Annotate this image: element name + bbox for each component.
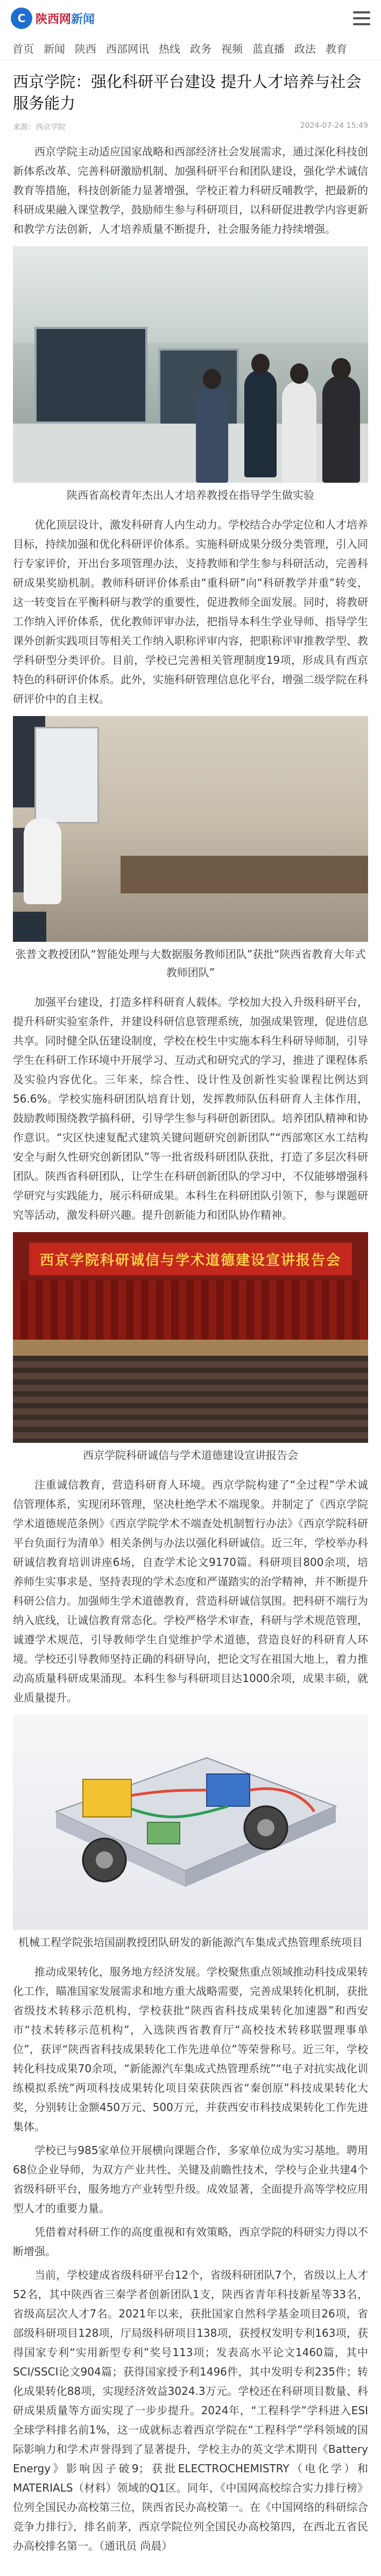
- paragraph: 注重诚信教育，营造科研育人环境。西京学院构建了“全过程”学术诚信管理体系，实现闭环管理，坚决杜绝学术不端现象。并制定了《西京学院学术道德规范条例》《西京学院学术不端查处机制暂行办法》《西京学院科研平台负面行为清单》相关条例与办法以强化科研诚信。近三年，学校举办科研诚信教育培训讲座6场，自查学术论文9170篇。科研项目800余项，培养师生实事求是、坚持表现的学术态度和严谨踏实的治学精神，并不断提升科研公信力。加强师生学术道德教育，营造科研诚信氛围。把科研不端行为纳入底线，让诚信教育常态化。学校严格学术审查，科研与学术规范管理，诚遵学术规范，引导教师学生自觉维护学术道德，营造良好的科研育人环境。学校还引导教师坚持正确的科研导向，把论文写在祖国大地上，着力推动高质量科研成果涌现。本科生参与科研项目达1000余项，成果丰硕，就业质量提升。: [13, 1478, 368, 1704]
- photo-team-presentation: [13, 716, 368, 942]
- battery-unit: [83, 1779, 131, 1817]
- person-figure: [322, 375, 360, 483]
- figure-caption: 陕西省高校青年杰出人才培养教授在指导学生做实验: [67, 489, 314, 502]
- display-screen: [34, 727, 99, 824]
- nav-item-shaanxi[interactable]: 陕西: [75, 42, 96, 55]
- hamburger-menu-icon[interactable]: [353, 11, 370, 25]
- person-figure: [196, 386, 228, 483]
- page-footer-space: [0, 2560, 381, 2576]
- cooling-unit: [207, 1774, 250, 1806]
- menu-line: [353, 17, 370, 19]
- wheel-hub: [96, 1851, 113, 1869]
- cad-model-graphic: [13, 1715, 368, 1930]
- logo-main: 陕西网: [36, 12, 72, 26]
- person-head: [251, 354, 270, 374]
- logo-text: [36, 10, 95, 27]
- pump-unit: [147, 1822, 180, 1844]
- nav-item-education[interactable]: 教育: [326, 42, 347, 55]
- menu-line: [353, 23, 370, 25]
- article-date: 2024-07-24 15:49: [300, 121, 368, 130]
- article-source: 来源：西京学院: [13, 123, 66, 132]
- nav-item-government[interactable]: 政务: [190, 42, 211, 55]
- main-nav: [0, 37, 381, 60]
- nav-item-live[interactable]: 蓝直播: [252, 42, 285, 55]
- robot-figure: [24, 818, 61, 904]
- stage-banner: 西京学院科研诚信与学术道德建设宣讲报告会: [29, 1243, 352, 1275]
- site-logo[interactable]: [11, 8, 95, 29]
- top-bar: [0, 0, 381, 37]
- nav-item-law[interactable]: 政法: [294, 42, 316, 55]
- nav-item-video[interactable]: 视频: [221, 42, 243, 55]
- audience-seats: [13, 1356, 368, 1443]
- article: [0, 71, 381, 2556]
- logo-mark: C: [11, 8, 32, 29]
- paragraph: 学校已与985家单位开展横向课题合作，多家单位成为实习基地。聘用68位企业导师，为双方产业共性、关键及前瞻性技术，学校与企业共建4个省级科研平台，服务地方产业转型升级。成效显著，全面提升高等学校应用型人才的重要力量。: [13, 2144, 368, 2215]
- nav-item-home[interactable]: 首页: [12, 42, 34, 55]
- photo-thermal-system-model: [13, 1715, 368, 1930]
- person-head: [290, 363, 308, 384]
- paragraph: 凭借着对科研工作的高度重视和有效策略，西京学院的科研实力得以不断增强。: [13, 2226, 368, 2258]
- person-figure: [244, 370, 277, 477]
- article-meta: [13, 121, 368, 142]
- stage-platform: [13, 1340, 368, 1356]
- paragraph: 加强平台建设，打造多样科研育人载体。学校加大投入升级科研平台，提升科研实验室条件，并建设科研信息管理系统，加强成果管理，促进信息共享。同时健全队伍建设制度，学校在校生中实施本科生科研导师制，引导学生在科研工作环境中开展学习、互动式和研究式的学习，推进了课程体系及实验内容优化。三年来，综合性、设计性及创新性实验课程比例达到56.6%。学校实施科研团队培育计划，发挥教师队伍科研育人主体作用，鼓励教师围绕教学搞科研，引导学生参与科研创新团队。培养团队精神和协作意识。“灾区快速复配式建筑关键问题研究创新团队”“西部寒区水工结构安全与耐久性研究创新团队”等一批省级科研团队获批，打造了多层次科研团队。陕西省科研团队，让学生在科研创新团队的学习中，不仅能够增强科学研究与实践能力，展示科研成果。本科生在科研团队引领下，参与课题研究等活动，激发科研兴趣。提升创新能力和团队协作精神。: [13, 996, 368, 1221]
- menu-line: [353, 11, 370, 13]
- lab-equipment-panel: [34, 327, 147, 424]
- person-figure: [13, 912, 46, 942]
- conference-table: [121, 856, 368, 893]
- person-figure: [282, 381, 316, 483]
- wheel-hub: [257, 1819, 274, 1836]
- figure-caption: 机械工程学院张培国副教授团队研发的新能源汽车集成式热管理系统项目: [18, 1936, 363, 1949]
- figure-caption: 西京学院科研诚信与学术道德建设宣讲报告会: [83, 1449, 298, 1462]
- photo-lab-experiment: [13, 246, 368, 483]
- article-title: 西京学院：强化科研平台建设 提升人才培养与社会服务能力: [13, 73, 362, 112]
- figure-caption: 张普文教授团队“智能处理与大数据服务教师团队”获批“陕西省教育大年式教师团队”: [15, 948, 366, 979]
- stage-curtain: [13, 1280, 368, 1340]
- nav-item-west-news[interactable]: 西部网讯: [106, 42, 149, 55]
- paragraph: 西京学院主动适应国家战略和西部经济社会发展需求，通过深化科技创新体系改革、完善科研激励机制、加强科研平台和团队建设，强化学术诚信教育等措施，科技创新能力显著增强，学校正着力科研反哺教学，把最新的科研成果融入课堂教学，鼓励师生参与科研项目，以科研促进教学内容更新和教学方法创新，人才培养质量不断提升，社会服务能力持续增强。: [13, 145, 368, 235]
- photo-auditorium-lecture: [13, 1232, 368, 1443]
- logo-sub: 新闻: [71, 12, 95, 26]
- nav-item-hotline[interactable]: 热线: [159, 42, 180, 55]
- person-head: [331, 358, 351, 380]
- paragraph: 推动成果转化，服务地方经济发展。学校聚焦重点领域推动科技成果转化工作，瞄准国家发展需求和地方重大战略需要，完善成果转化机制，获批省级技术转移示范机构，学校获批“陕西省科技成果转化加速器”和西安市“技术转移示范机构”，入选陕西省教育厅“高校技术转移联盟理事单位”，获评“陕西省科技成果转化工作先进单位”等荣誉称号。近三年，学校转化科技成果70余项，“新能源汽车集成式热管理系统”“电子对抗实战化训练模拟系统”两项科技成果转化项目荣获陕西省“秦创原”科技成果转化大奖，分别转让金额450万元、500万元，并获西安市科技成果转化工作先进集体。: [13, 1965, 368, 2133]
- person-head: [203, 369, 221, 389]
- paragraph: 优化顶层设计，激发科研育人内生动力。学校结合办学定位和人才培养目标，持续加强和优化科研评价体系。实施科研成果分级分类管理，引入同行专家评价，开出台多项管理办法，支持教师和学生参与科研活动，完善科研成果奖励机制。教师科研评价体系由“重科研”向“科研教学并重”转变，这一转变旨在平衡科研与教学的重要性，促进教师全面发展。同时，将教研工作纳入评价体系，优化教师评审办法，把指导本科生学业导师、指导学生课外创新实践项目等相关工作纳入职称评审内容，把职称评审推教学型、教学科研型分类评价。目前，学校已完善相关管理制度19项，形成具有西京特色的科研评价体系。此外，实施科研管理信息化平台，增强二级学院在科研评价中的自主权。: [13, 518, 368, 705]
- nav-item-news[interactable]: 新闻: [44, 42, 65, 55]
- paragraph: 当前，学校建成省级科研平台12个，省级科研团队7个，省级以上人才52名，其中陕西省三秦学者创新团队1支，陕西省青年科技新星等33名，省级高层次人才7名。2021年以来，获批国家自然科学基金项目26项，省部级科研项目128项，厅局级科研项目138项，获授权发明专利163项，获得国家专利“实用新型专利”奖号113项；发表高水平论文1460篇，其中SCI/SSCI论文904篇；获得国家授予利1496件，其中发明专利235件；转化成果转化88项，实现经济效益3024.3万元。学校还在科研项目数量、科研成果质量等方面实现了一步步提升。2024年，“工程科学”学科进入ESI全球学科排名前1%，这一成就标志着西京学院在“工程科学”学科领域的国际影响力和学术声誉得到了显著提升，学校主办的英文学术期刊《Battery Energy》影响因子破9；获批ELECTROCHEMISTRY（电化学）和MATERIALS（材料）领域的Q1区。同年，《中国网高校综合实力排行榜》位列全国民办高校第三位，陕西省民办高校第一。在《中国网络的科研综合竞争力排行》，排名前茅，西京学院位列全国民办高校第四，在西北五省民办高校排名第一。（通讯员 尚晨）: [13, 2269, 368, 2552]
